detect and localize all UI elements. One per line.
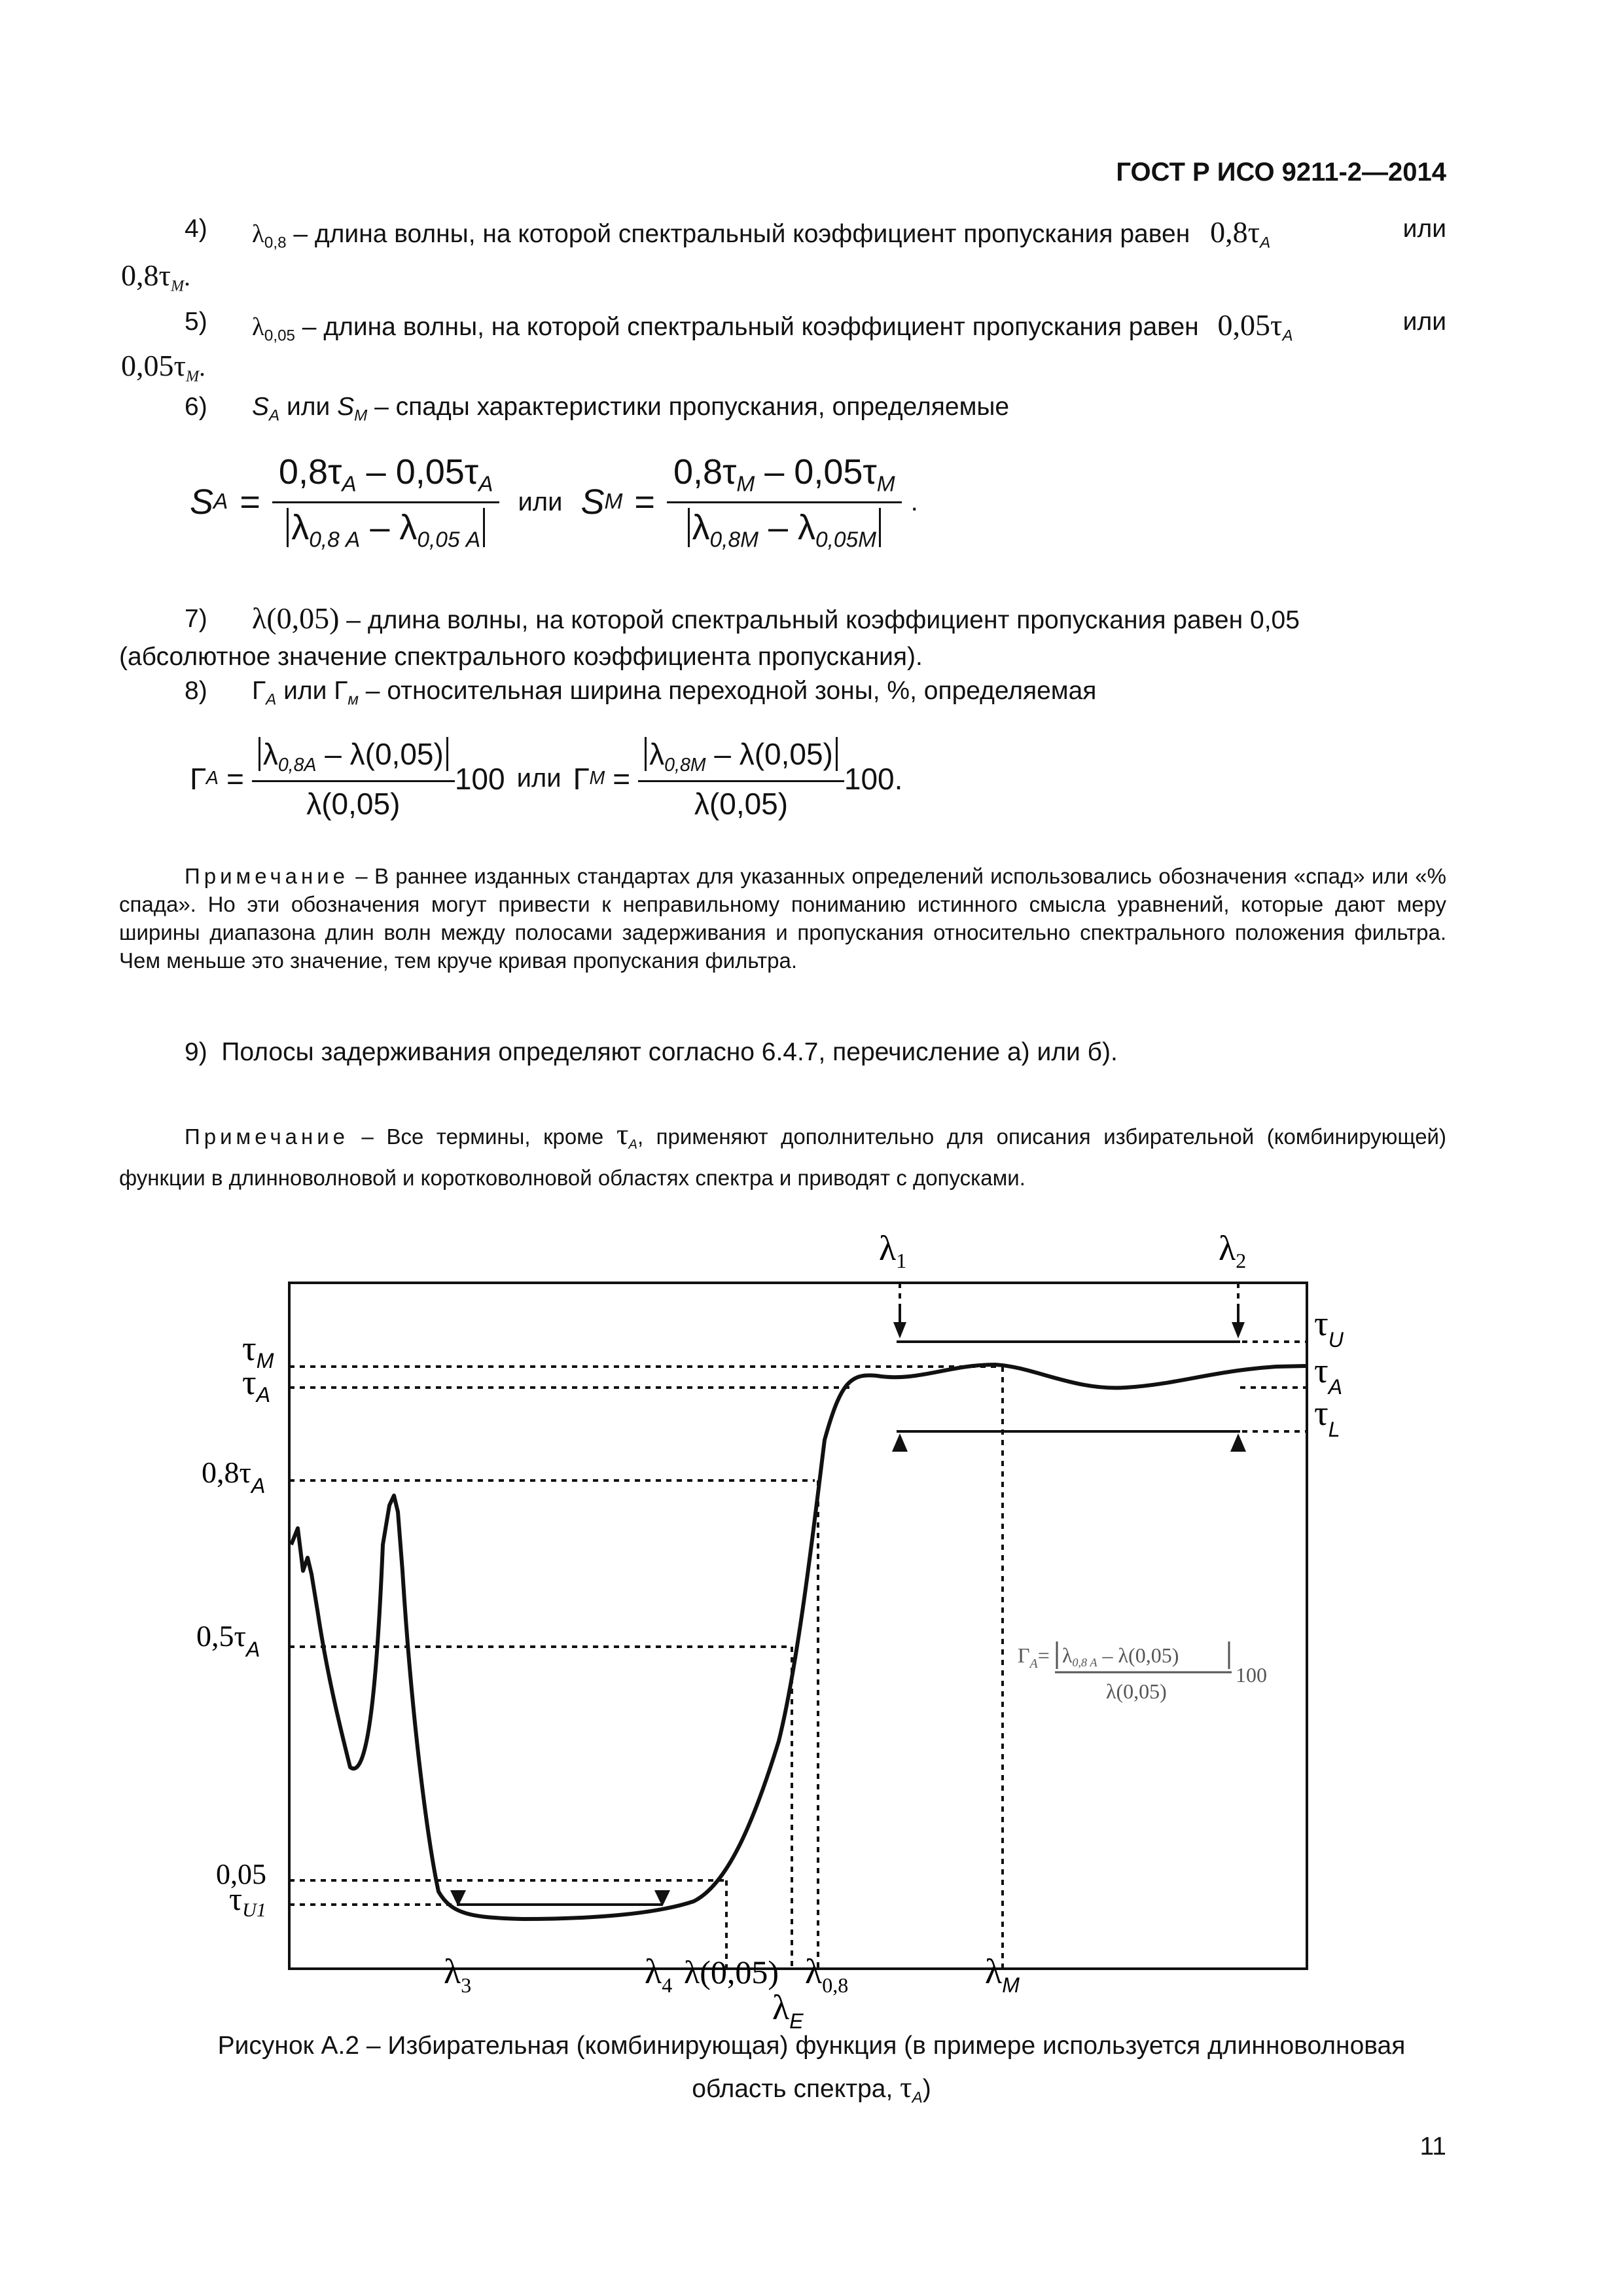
lambda-symbol: λ: [252, 220, 264, 248]
label-tau-a-right: $\tau_A$: [1314, 1351, 1343, 1399]
item-7-line: λ(0,05) – длина волны, на которой спектральный коэффициент пропускания равен 0,05: [252, 601, 1300, 635]
item-4-line: $\lambda_{0,8}$ – длина волны, на которой спектральный коэффициент пропускания равен $0,8\tau_A$ или: [252, 215, 1446, 252]
item-6-number: 6): [185, 393, 207, 421]
page-number: 11: [1419, 2132, 1446, 2161]
label-tau-l: $\tau_L$: [1314, 1393, 1340, 1441]
item-5-line: $\lambda_{0,05}$ – длина волны, на которой спектральный коэффициент пропускания равен $0,05\tau_A$ или: [252, 308, 1446, 345]
label-tau-a-left: $\tau_A$: [242, 1363, 271, 1407]
item-5-value-m: $0,05\tau_M$.: [121, 349, 205, 386]
item-4-text: – длина волны, на которой спектральный коэффициент пропускания равен: [286, 220, 1190, 248]
label-lambda-08: $\lambda_{0,8}$: [805, 1952, 849, 1997]
item-4-value-a: 0,8τ: [1210, 215, 1260, 249]
label-tau-u1: $\tau_{U1}$: [229, 1880, 266, 1921]
arrow-markers: [450, 1322, 1246, 1907]
label-lambda-e: $\lambda_E$: [772, 1988, 804, 2033]
selective-function-figure: [0, 1204, 1623, 2068]
formula-slope: S A = $\frac{0,8\tau_A - 0,05\tau_A}{\lambda_{0,8 A} - \lambda_{0,05 A}}$ или S M = $\frac{0,8\tau_M - 0,05\tau_M}{\lambda_{0,8M} - \lambda_{0,05M}}$ .: [190, 452, 918, 552]
transmission-curve: [291, 1365, 1306, 1919]
item-6-line: $S_A$ или $S_M$ – спады характеристики пропускания, определяемые: [252, 393, 1010, 425]
item-5-number: 5): [185, 308, 207, 336]
note-2: Примечание – Все термины, кроме $\tau_A$, применяют дополнительно для описания избирательной (комбинирующей) функции в длинноволновой и коротковолновой областях спектра и приводят с допусками.: [119, 1117, 1446, 1191]
document-header: ГОСТ Р ИСО 9211-2—2014: [1116, 158, 1446, 187]
figure-caption-line2: область спектра, $\tau_A$): [692, 2070, 931, 2107]
item-7-number: 7): [185, 605, 207, 633]
svg-text:λ(0,05): λ(0,05): [1106, 1679, 1167, 1703]
item-9: 9) Полосы задерживания определяют согласно 6.4.7, перечисление а) или б).: [185, 1038, 1118, 1066]
figure-caption-line1: Рисунок А.2 – Избирательная (комбинирующая) функция (в примере используется длинноволновая: [217, 2032, 1406, 2060]
label-lambda3: $\lambda_3$: [444, 1952, 472, 1997]
formula-transition-width: Г A = $\frac{\lambda_{0,8A} - \lambda(0,05)}{\lambda(0,05)}$ 100 или Г M = $\frac{\lambda_{0,8M} - \lambda(0,05)}{\lambda(0,05)}$ 100 .: [190, 737, 903, 821]
svg-text:λ0,8 A – λ(0,05): λ0,8 A – λ(0,05): [1062, 1643, 1179, 1669]
note-1: [119, 863, 1446, 975]
svg-text:ГA=: $Г_A=$: [1018, 1643, 1050, 1671]
item-8-line: $Г_A$ или $Г_м$ – относительная ширина переходной зоны, %, определяемая: [252, 677, 1097, 709]
inset-formula: [1018, 1641, 1267, 1703]
note-1-label: Примечание: [185, 864, 349, 888]
label-lambda2: $\lambda_2$: [1219, 1229, 1247, 1272]
item-4-value-m: $0,8\tau_M$.: [121, 259, 190, 295]
label-lambda1: $\lambda_1$: [879, 1229, 907, 1272]
label-lambda-005: λ(0,05): [684, 1954, 779, 1990]
label-05-tau-a: $0,5\tau_A$: [196, 1619, 260, 1661]
label-lambda4: $\lambda_4$: [645, 1952, 673, 1997]
item-5-or: или: [1402, 308, 1446, 336]
note-1-text: – В раннее изданных стандартах для указанных определений использовались обозначения «спад» или «% спада». Но эти обозначения могут привести к неправильному пониманию истинного смысла уравнений, которые дают меру ширины диапазона длин волн между полосами задерживания и пропускания относительно спектрального положения фильтра. Чем меньше это значение, тем круче кривая пропускания фильтра.: [119, 864, 1446, 973]
label-tau-u: $\tau_U$: [1314, 1304, 1344, 1352]
item-7-line2: (абсолютное значение спектрального коэффициента пропускания).: [119, 643, 923, 671]
label-005: 0,05: [216, 1858, 266, 1890]
label-tau-m-left: $\tau_M$: [242, 1329, 274, 1372]
item-8-number: 8): [185, 677, 207, 705]
item-5-text: – длина волны, на которой спектральный коэффициент пропускания равен: [294, 313, 1199, 341]
item-4-number: 4): [185, 215, 207, 243]
svg-text:100: 100: [1236, 1663, 1267, 1687]
item-4-or: или: [1402, 215, 1446, 243]
label-lambda-m: $\lambda_M$: [985, 1952, 1020, 1997]
item-5-value-a: 0,05τ: [1217, 308, 1283, 342]
label-08-tau-a: $0,8\tau_A$: [202, 1456, 266, 1498]
